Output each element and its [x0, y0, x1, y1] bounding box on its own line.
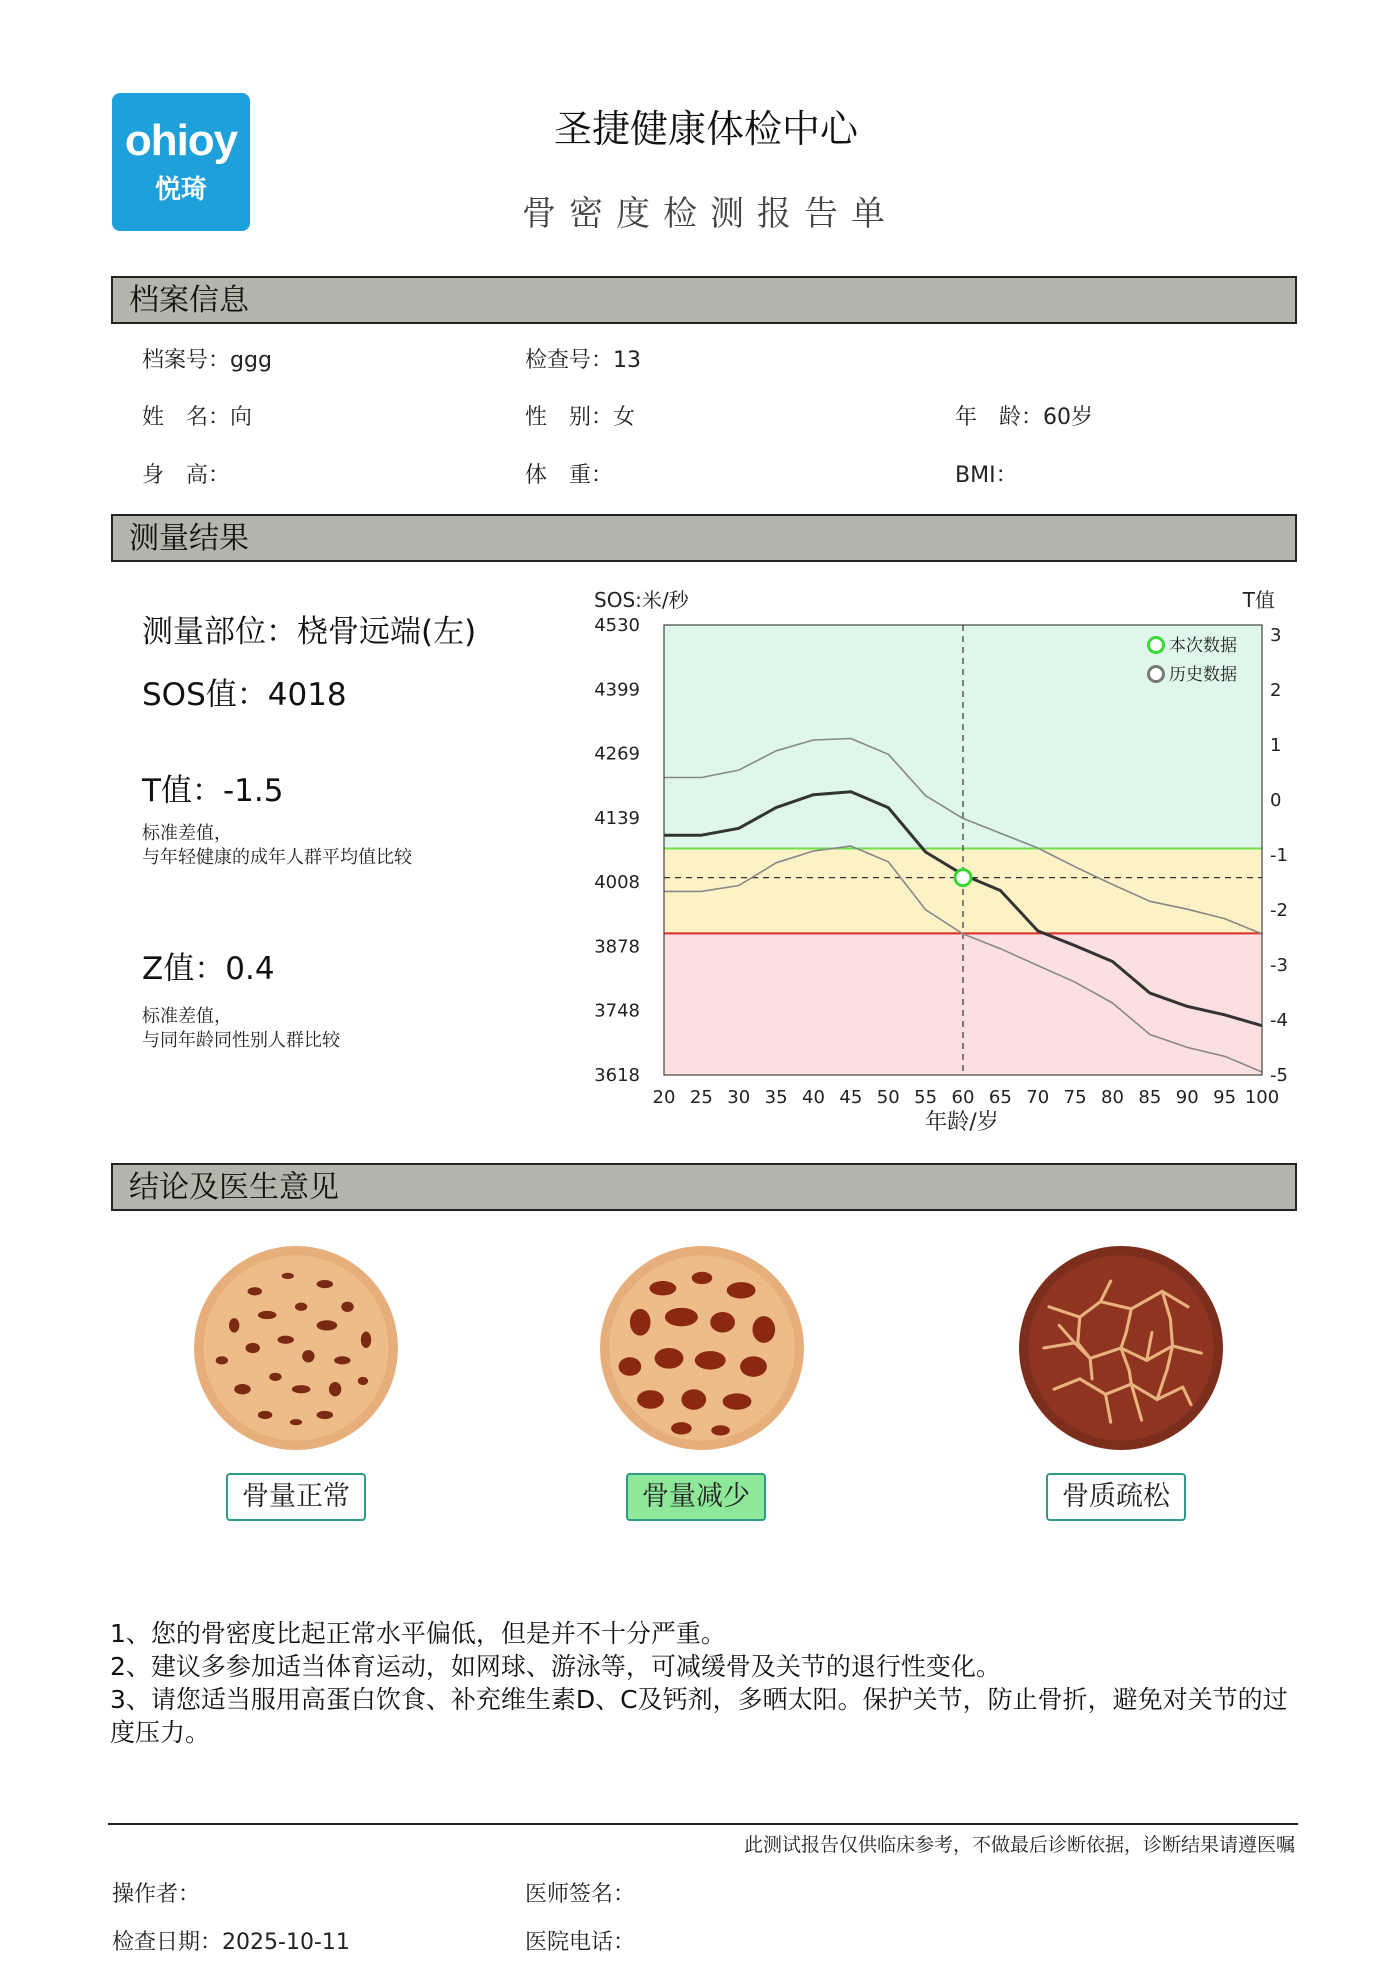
- t-tick-label: -2: [1270, 900, 1288, 921]
- weight-field: [525, 458, 613, 489]
- sex-label: 性 别：: [525, 405, 614, 430]
- file-number-value: ggg: [230, 348, 272, 373]
- z-score-label: Z值：: [142, 951, 226, 987]
- t-tick-label: -3: [1270, 955, 1288, 976]
- sos-value: [142, 669, 347, 714]
- y-tick-label: 4399: [594, 679, 640, 701]
- x-tick-label: 90: [1175, 1087, 1199, 1108]
- y-tick-label: 3618: [594, 1065, 640, 1086]
- logo-english-text: ohioy: [124, 116, 238, 165]
- bone-status-osteopenia: 骨量减少: [626, 1473, 766, 1521]
- hospital-phone-field: [525, 1925, 635, 1956]
- x-tick-label: 80: [1101, 1087, 1124, 1108]
- y-tick-label: 3748: [594, 1000, 640, 1022]
- exam-number-label: 检查号：: [525, 348, 614, 373]
- t-score-note-line2: 与年轻健康的成年人群平均值比较: [142, 847, 412, 868]
- x-tick-label: 50: [876, 1087, 900, 1108]
- x-tick-label: 100: [1244, 1087, 1280, 1108]
- legend-current-label: 本次数据: [1169, 636, 1237, 656]
- sos-label: SOS值：: [142, 677, 268, 713]
- x-tick-label: 20: [652, 1087, 676, 1108]
- t-tick-label: 1: [1270, 735, 1282, 756]
- file-number-label: 档案号：: [142, 348, 231, 373]
- x-tick-label: 30: [727, 1087, 751, 1108]
- x-tick-label: 60: [951, 1087, 975, 1108]
- x-tick-label: 65: [988, 1087, 1012, 1108]
- y-tick-label: 4008: [594, 872, 640, 894]
- doctor-signature-label: 医师签名：: [525, 1882, 636, 1907]
- doctor-advice: [110, 1617, 1300, 1749]
- z-score-number: 0.4: [225, 951, 275, 987]
- t-tick-label: -5: [1270, 1065, 1288, 1086]
- section-header-results: 测量结果: [111, 514, 1297, 562]
- sos-number: 4018: [267, 677, 347, 713]
- t-score-label: T值：: [142, 773, 223, 809]
- x-tick-label: 75: [1063, 1087, 1087, 1108]
- x-tick-label: 70: [1026, 1087, 1050, 1108]
- section-header-profile: 档案信息: [111, 276, 1297, 324]
- age-field: [955, 400, 1093, 431]
- operator-label: 操作者：: [112, 1882, 201, 1907]
- y-tick-label: 4530: [594, 615, 640, 636]
- osteopenia-bone-illustration: [599, 1245, 805, 1451]
- legend-history-label: 历史数据: [1169, 665, 1237, 685]
- bmi-field: [955, 458, 1018, 489]
- z-score-note: [142, 1005, 340, 1053]
- y-tick-label: 4269: [594, 743, 640, 765]
- t-score-note-line1: 标准差值，: [142, 823, 232, 844]
- measurement-site-value: 桡骨远端(左): [297, 614, 477, 650]
- z-score-note-line1: 标准差值，: [142, 1006, 232, 1027]
- x-tick-label: 35: [764, 1087, 788, 1108]
- doctor-signature-field: [525, 1877, 635, 1908]
- advice-item: 3、请您适当服用高蛋白饮食、补充维生素D、C及钙剂，多晒太阳。保护关节，防止骨折，避免对关节的过度压力。: [110, 1685, 1288, 1747]
- x-tick-label: 55: [914, 1087, 938, 1108]
- x-tick-label: 95: [1213, 1087, 1237, 1108]
- legend-history-marker: [1149, 667, 1164, 682]
- age-value: 60岁: [1043, 405, 1094, 430]
- osteoporosis-bone-illustration: [1018, 1245, 1224, 1451]
- t-tick-label: 2: [1270, 680, 1282, 701]
- x-tick-label: 25: [689, 1087, 713, 1108]
- name-field: [142, 400, 252, 431]
- age-label: 年 龄：: [955, 405, 1044, 430]
- footer-divider: [108, 1823, 1298, 1825]
- advice-item: 2、建议多参加适当体育运动，如网球、游泳等，可减缓骨及关节的退行性变化。: [110, 1652, 1001, 1681]
- x-axis-label: 年龄/岁: [925, 1110, 999, 1135]
- measurement-site-label: 测量部位：: [142, 614, 297, 650]
- sex-value: 女: [613, 405, 636, 430]
- x-tick-label: 40: [802, 1087, 825, 1108]
- file-number-field: [142, 343, 272, 374]
- z-score-note-line2: 与同年龄同性别人群比较: [142, 1030, 340, 1051]
- disclaimer: 此测试报告仅供临床参考，不做最后诊断依据，诊断结果请遵医嘱: [743, 1834, 1295, 1856]
- x-tick-label: 45: [839, 1087, 863, 1108]
- section-header-conclusion: 结论及医生意见: [111, 1163, 1297, 1211]
- t-axis-label: T值: [1242, 588, 1275, 612]
- exam-date-label: 检查日期：: [112, 1930, 223, 1955]
- height-field: [142, 458, 230, 489]
- t-score-number: -1.5: [222, 773, 284, 809]
- bone-status-normal: 骨量正常: [226, 1473, 366, 1521]
- legend-current-marker: [1149, 638, 1164, 653]
- t-tick-label: 3: [1270, 625, 1282, 646]
- exam-number-value: 13: [613, 348, 642, 373]
- advice-item: 1、您的骨密度比起正常水平偏低，但是并不十分严重。: [110, 1619, 726, 1648]
- sos-age-chart: [580, 580, 1300, 1140]
- height-label: 身 高：: [142, 463, 231, 488]
- t-tick-label: 0: [1270, 790, 1282, 811]
- sex-field: [525, 400, 635, 431]
- normal-bone-illustration: [193, 1245, 399, 1451]
- t-score-note: [142, 822, 412, 870]
- operator-field: [112, 1877, 200, 1908]
- report-title: 骨密度检测报告单: [522, 194, 898, 234]
- logo-chinese-text: 悦琦: [154, 175, 207, 205]
- y-axis-label: SOS:米/秒: [594, 588, 689, 612]
- y-tick-label: 4139: [594, 807, 640, 829]
- t-score: [142, 765, 283, 810]
- y-tick-label: 3878: [594, 936, 640, 958]
- z-score: [142, 943, 275, 988]
- bone-status-osteoporosis: 骨质疏松: [1046, 1473, 1186, 1521]
- name-value: 向: [230, 405, 253, 430]
- t-tick-label: -1: [1270, 845, 1288, 866]
- x-tick-label: 85: [1138, 1087, 1162, 1108]
- exam-date-field: [112, 1925, 350, 1956]
- t-tick-label: -4: [1270, 1010, 1288, 1031]
- measurement-site: [142, 606, 476, 651]
- hospital-phone-label: 医院电话：: [525, 1930, 636, 1955]
- current-data-point: [955, 870, 971, 886]
- bmi-label: BMI：: [955, 463, 1018, 488]
- exam-number-field: [525, 343, 641, 374]
- exam-date-value: 2025-10-11: [222, 1930, 350, 1955]
- organization-title: 圣捷健康体检中心: [553, 107, 858, 151]
- weight-label: 体 重：: [525, 463, 614, 488]
- name-label: 姓 名：: [142, 405, 231, 430]
